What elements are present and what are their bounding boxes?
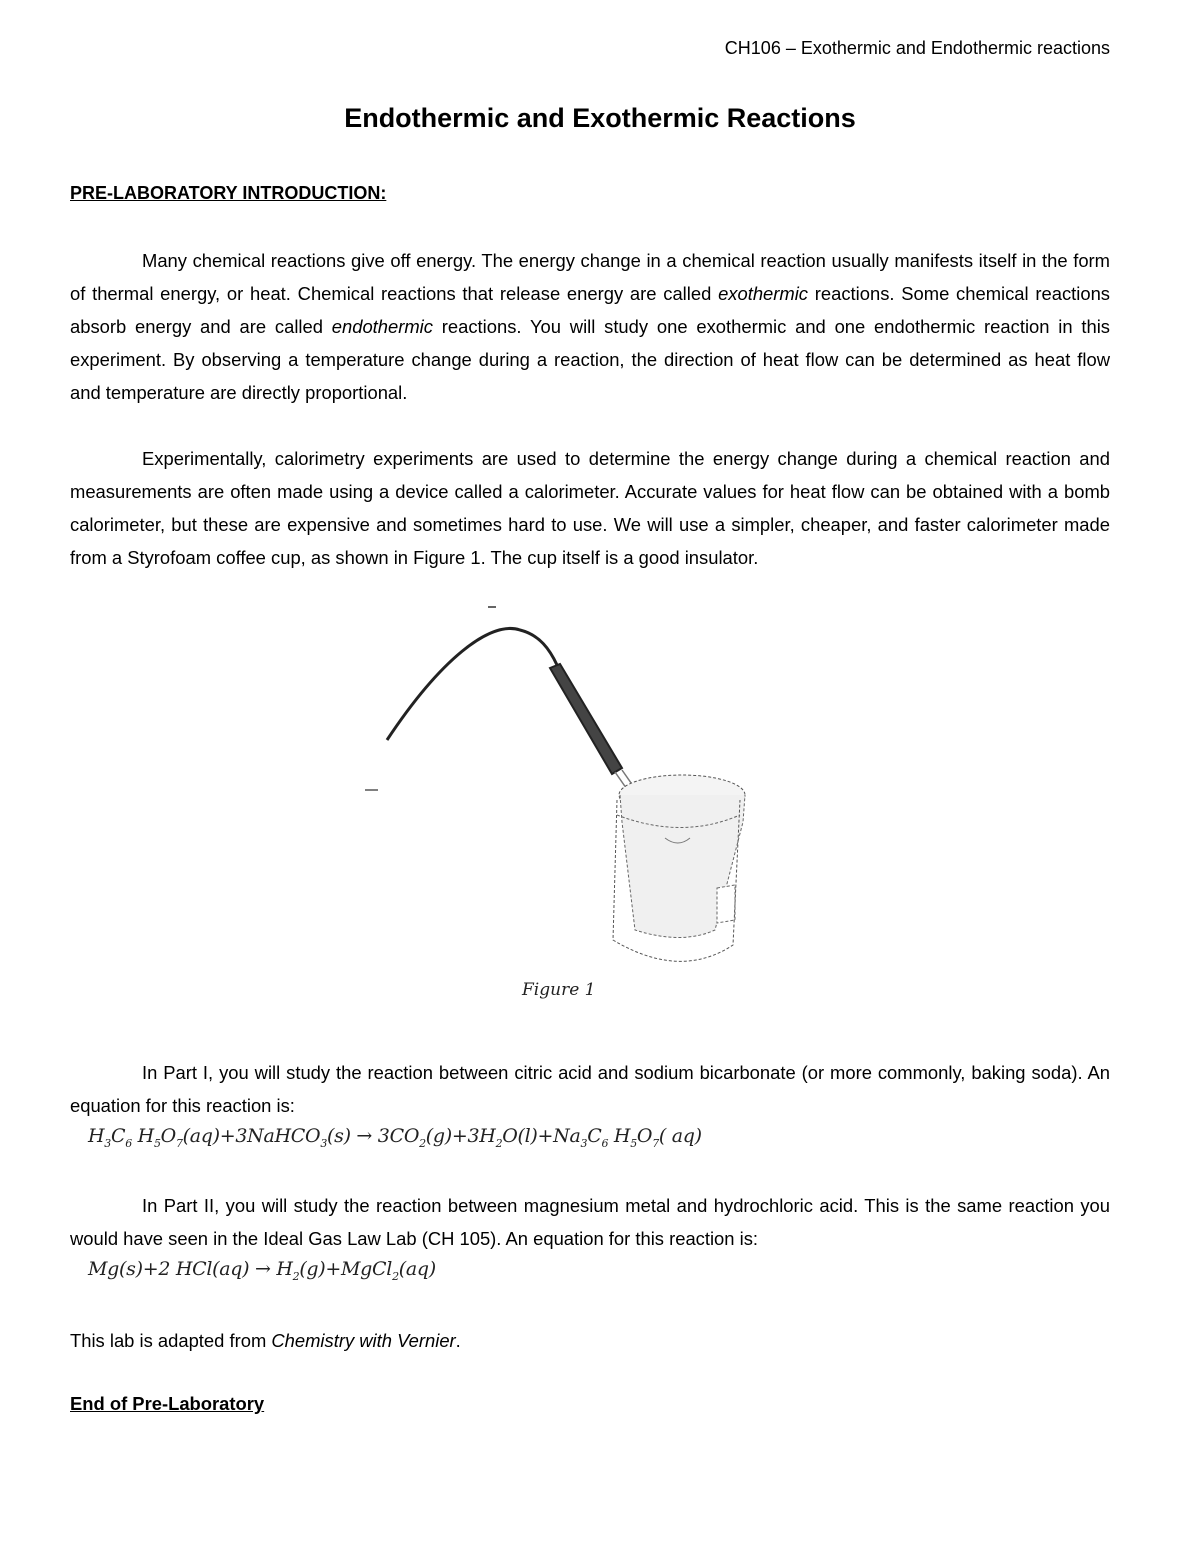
intro-paragraph	[70, 244, 1110, 409]
equation-term: C	[110, 1125, 126, 1147]
equation-term: ( aq)	[658, 1125, 702, 1147]
end-of-prelab-heading: End of Pre-Laboratory	[70, 1393, 265, 1414]
equation-term: (g)+3H	[425, 1125, 496, 1147]
text: This lab is adapted from	[70, 1330, 272, 1351]
equation-term: (aq)+3NaHCO	[182, 1125, 321, 1147]
subscript: 2	[419, 1136, 426, 1150]
subscript: 5	[630, 1136, 637, 1150]
figure-1	[360, 600, 840, 1025]
term-exothermic: exothermic	[718, 283, 809, 304]
equation-term: (s) → 3CO	[327, 1125, 420, 1147]
text: Many chemical reactions give off energy. The energy change in a chemical reaction usually manifests itself in the form of thermal energy, or heat. Chemical reactions that release energy are called	[70, 250, 1110, 304]
subscript: 7	[652, 1136, 659, 1150]
text: .	[455, 1330, 461, 1351]
equation-term: Mg(s)+2 HCl(aq) → H	[88, 1258, 293, 1280]
equation-magnesium-hcl	[88, 1258, 436, 1283]
running-header: CH106 – Exothermic and Endothermic reactions	[724, 38, 1110, 58]
term-endothermic: endothermic	[331, 316, 433, 337]
text: In Part I, you will study the reaction between citric acid and sodium bicarbonate (or more commonly, baking soda). An equation for this reaction is:	[70, 1062, 1110, 1116]
equation-citric-acid-baking-soda	[88, 1125, 702, 1150]
equation-term: O(l)+Na	[502, 1125, 581, 1147]
equation-term: H	[131, 1125, 154, 1147]
subscript: 2	[495, 1136, 503, 1150]
section-heading: PRE-LABORATORY INTRODUCTION:	[70, 183, 387, 203]
equation-term: H	[88, 1125, 105, 1147]
calorimetry-paragraph	[70, 442, 1110, 574]
subscript: 3	[580, 1136, 588, 1150]
subscript: 3	[320, 1136, 328, 1150]
source-title: Chemistry with Vernier	[271, 1330, 456, 1351]
equation-term: C	[587, 1125, 602, 1147]
page-title: Endothermic and Exothermic Reactions	[344, 103, 856, 133]
subscript: 6	[601, 1136, 609, 1150]
subscript: 2	[292, 1269, 300, 1283]
subscript: 5	[153, 1136, 161, 1150]
equation-term: H	[608, 1125, 631, 1147]
text: Experimentally, calorimetry experiments are used to determine the energy change during a chemical reaction and measurements are often made using a device called a calorimeter. Accurate values for heat flow can be obtained with a bomb calorimeter, but these are expensive and sometimes hard to use. We will use a simpler, cheaper, and faster calorimeter made from a Styrofoam coffee cup, as shown in Figure 1. The cup itself is a good insulator.	[70, 448, 1110, 568]
equation-term: O	[160, 1125, 176, 1147]
equation-term: (aq)	[398, 1258, 436, 1280]
equation-term: O	[636, 1125, 653, 1147]
equation-term: (g)+MgCl	[299, 1258, 393, 1280]
subscript: 3	[104, 1136, 111, 1150]
part1-paragraph	[70, 1056, 1110, 1122]
subscript: 7	[175, 1136, 183, 1150]
figure-caption: Figure 1	[522, 980, 596, 1000]
attribution	[70, 1324, 1110, 1357]
part2-paragraph	[70, 1189, 1110, 1255]
text: In Part II, you will study the reaction between magnesium metal and hydrochloric acid. This is the same reaction you would have seen in the Ideal Gas Law Lab (CH 105). An equation for this reaction is:	[70, 1195, 1110, 1249]
subscript: 2	[392, 1269, 399, 1283]
subscript: 6	[125, 1136, 132, 1150]
text: reactions. Some chemical reactions absorb energy and are called	[70, 283, 1110, 337]
text: reactions. You will study one exothermic and one endothermic reaction in this experiment. By observing a temperature change during a reaction, the direction of heat flow can be determined as heat flow and temperature are directly proportional.	[70, 316, 1111, 403]
calorimeter-illustration	[360, 600, 840, 1020]
